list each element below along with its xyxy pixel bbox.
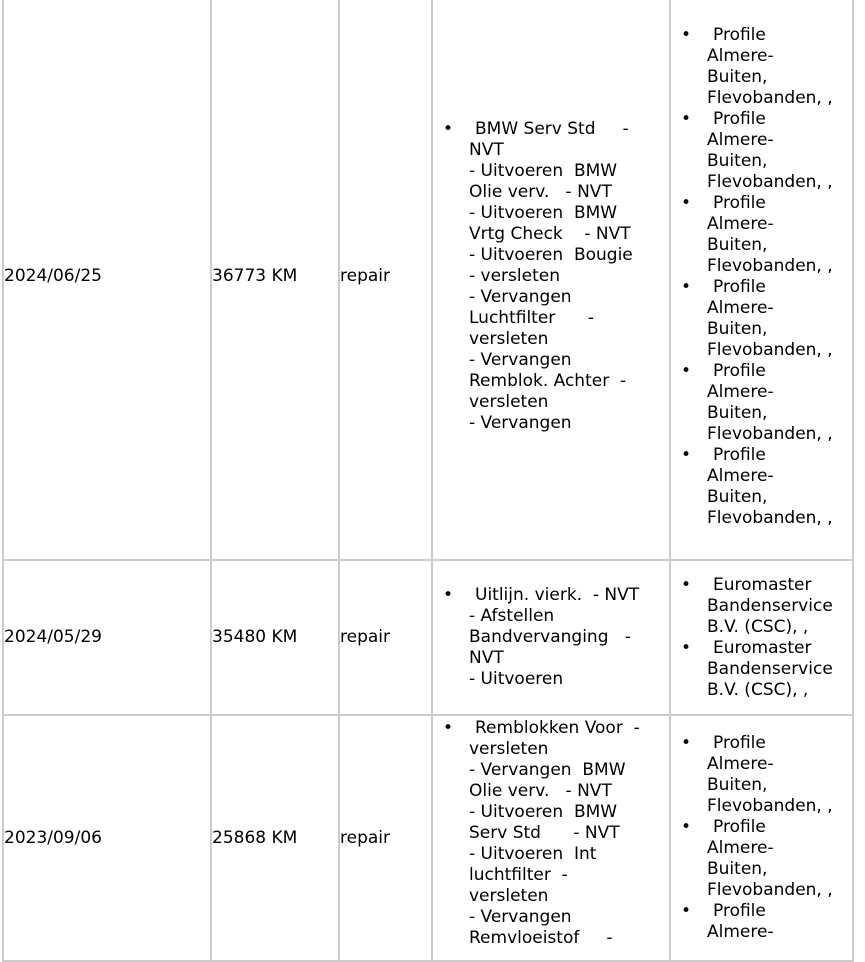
bullet-icon: • [681,24,692,45]
description-line: NVT [469,140,504,160]
bullet-icon: • [681,360,692,381]
bullet-icon: • [443,718,454,738]
workshop-name: Euromaster [713,574,812,595]
workshop-item [681,901,852,943]
workshop-location: Almere- Buiten, Flevobanden, , [707,297,833,360]
workshop-cell [670,560,853,715]
bullet-icon: • [681,574,692,595]
description-line: Olie verv. - NVT [469,182,612,202]
description-line: Remblokken Voor - [475,718,640,738]
table-row [3,560,853,715]
description-line: BMW Serv Std - [475,119,629,139]
service-type: repair [339,560,432,715]
bullet-icon: • [681,901,692,921]
workshop-name: Profile [713,733,766,753]
service-mileage: 35480 KM [211,560,339,715]
service-description [432,560,670,715]
workshop-item [681,817,852,901]
description-line: Bandvervanging - [469,627,631,647]
workshop-location: Bandenservice B.V. (CSC), , [707,595,833,637]
description-line: versleten [469,392,549,412]
description-line: versleten [469,329,549,349]
description-line: Olie verv. - NVT [469,781,612,801]
bullet-icon: • [443,119,454,139]
description-line: - Vervangen [469,907,572,927]
workshop-item [681,637,852,701]
workshop-name: Euromaster [713,637,812,658]
workshop-location: Almere- Buiten, Flevobanden, , [707,838,833,900]
description-line: Luchtfilter - [469,308,594,328]
service-mileage: 25868 KM [211,715,339,961]
description-line: luchtfilter - [469,865,568,885]
table-row [3,715,853,961]
workshop-item [681,574,852,638]
description-line: Serv Std - NVT [469,823,620,843]
description-line: Vrtg Check - NVT [469,224,631,244]
workshop-name: Profile [713,901,766,921]
workshop-name: Profile [713,817,766,837]
workshop-item [681,276,852,361]
bullet-icon: • [681,192,692,213]
description-line: - Uitvoeren [469,669,564,689]
service-mileage: 36773 KM [211,0,339,560]
workshop-name: Profile [713,444,766,465]
workshop-name: Profile [713,276,766,297]
description-list [433,119,669,434]
description-line: - Afstellen [469,606,555,626]
workshop-list [671,575,852,701]
description-line: - Vervangen [469,413,572,433]
workshop-item [681,24,852,109]
service-date: 2024/06/25 [3,0,211,560]
description-line: - Uitvoeren BMW [469,203,618,223]
bullet-icon: • [681,637,692,658]
workshop-location: Almere- Buiten, Flevobanden, , [707,129,833,192]
description-line: versleten [469,886,549,906]
description-line: - Uitvoeren Bougie [469,245,633,265]
workshop-item [681,192,852,277]
bullet-icon: • [443,585,454,605]
workshop-item [681,360,852,445]
workshop-item [681,108,852,193]
workshop-location: Almere- Buiten, Flevobanden, , [707,754,833,816]
workshop-name: Profile [713,192,766,213]
service-date: 2024/05/29 [3,560,211,715]
description-line: Uitlijn. vierk. - NVT [475,585,640,605]
workshop-item [681,444,852,529]
bullet-icon: • [681,108,692,129]
workshop-cell [670,0,853,560]
description-list [433,585,669,690]
table-row [3,0,853,560]
description-line: - Uitvoeren BMW [469,161,618,181]
workshop-item [681,733,852,817]
description-line: - Uitvoeren BMW [469,802,618,822]
service-description [432,715,670,961]
service-type: repair [339,0,432,560]
description-list [433,718,669,949]
workshop-cell [670,715,853,961]
workshop-location: Almere- Buiten, Flevobanden, , [707,465,833,528]
workshop-location: Almere- Buiten, Flevobanden, , [707,381,833,444]
description-line: - Vervangen [469,287,572,307]
description-line: - Vervangen BMW [469,760,626,780]
description-line: - versleten [469,266,560,286]
description-line: - Uitvoeren Int [469,844,597,864]
bullet-icon: • [681,444,692,465]
service-history-body [3,0,853,961]
service-description [432,0,670,560]
bullet-icon: • [681,817,692,837]
bullet-icon: • [681,276,692,297]
workshop-location: Almere- Buiten, Flevobanden, , [707,45,833,108]
workshop-list [671,733,852,943]
workshop-location: Bandenservice B.V. (CSC), , [707,658,833,700]
workshop-name: Profile [713,108,766,129]
description-line: NVT [469,648,504,668]
description-line: Remvloeistof - [469,928,613,948]
description-line: - Vervangen [469,350,572,370]
workshop-name: Profile [713,24,766,45]
service-date: 2023/09/06 [3,715,211,961]
workshop-list [671,25,852,529]
service-type: repair [339,715,432,961]
description-line: Remblok. Achter - [469,371,627,391]
workshop-location: Almere- Buiten, Flevobanden, , [707,213,833,276]
description-line: versleten [469,739,549,759]
bullet-icon: • [681,733,692,753]
workshop-location: Almere- [707,922,774,942]
service-history-table [2,0,854,962]
workshop-name: Profile [713,360,766,381]
